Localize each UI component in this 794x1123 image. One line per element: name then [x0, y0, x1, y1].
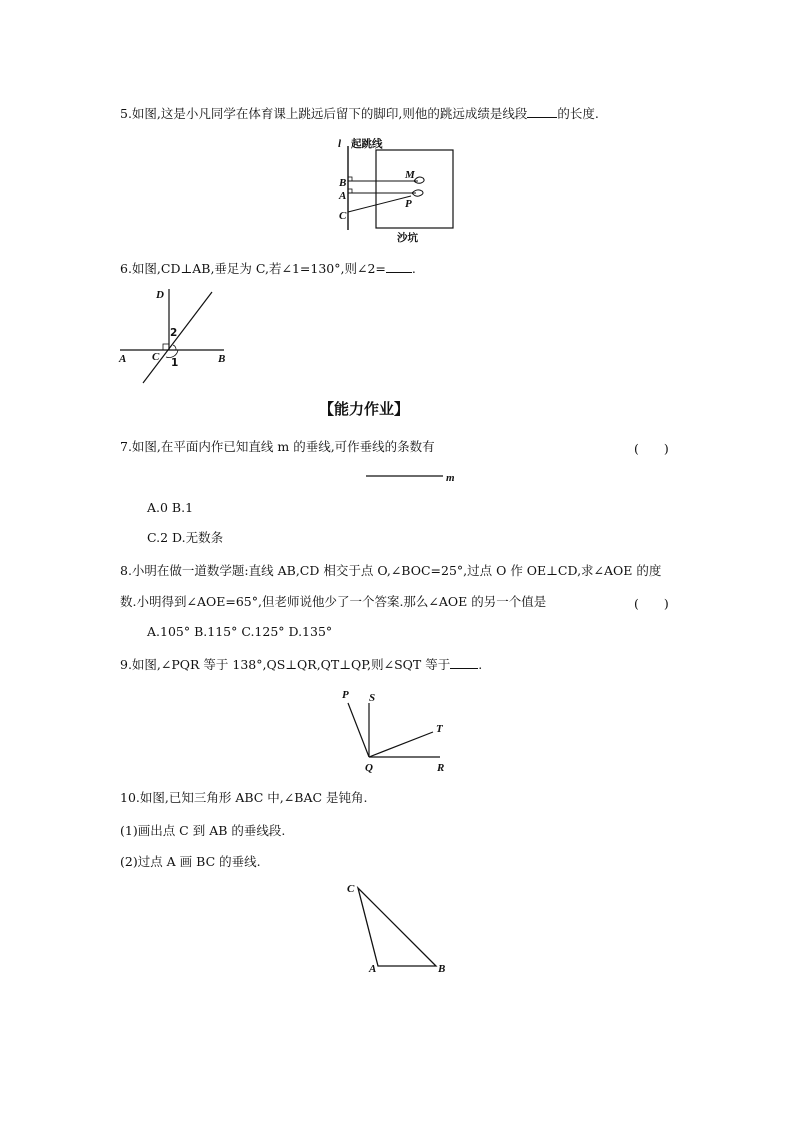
- q5-label-l: l: [338, 138, 342, 150]
- q9-label-R: R: [437, 762, 445, 774]
- q5-label-M: M: [405, 169, 415, 181]
- footprint-M: [414, 177, 424, 183]
- q10-part1: (1)画出点 C 到 AB 的垂线段.: [120, 823, 286, 838]
- q6-label-A: A: [119, 353, 127, 365]
- q6-label-D: D: [156, 289, 164, 301]
- ray-QP: [348, 703, 369, 757]
- q5-answer-blank[interactable]: [527, 105, 557, 118]
- q10-label-B: B: [438, 963, 446, 975]
- q10-text: 10.如图,已知三角形 ABC 中,∠BAC 是钝角.: [120, 790, 368, 805]
- triangle-ABC: [358, 888, 436, 966]
- q6-text-after: .: [411, 261, 416, 276]
- q7-options-line1: A.0 B.1: [147, 500, 194, 515]
- q9-answer-blank[interactable]: [450, 656, 478, 669]
- q5-label-sandpit: 沙坑: [397, 232, 418, 244]
- sandpit-rect: [376, 150, 453, 228]
- q9-text-after: .: [478, 657, 483, 672]
- q7-label-m: m: [446, 472, 455, 484]
- q10-figure: [340, 878, 455, 978]
- q5-label-B: B: [339, 177, 347, 189]
- q10-label-A: A: [369, 963, 377, 975]
- q5-label-A: A: [339, 190, 347, 202]
- q9-text-before: 9.如图,∠PQR 等于 138°,QS⊥QR,QT⊥QP,则∠SQT 等于: [120, 657, 451, 672]
- q6-label-B: B: [218, 353, 226, 365]
- section-heading: 【能力作业】: [319, 400, 410, 418]
- q7-answer-paren[interactable]: ( ): [634, 441, 669, 456]
- q9-label-T: T: [436, 723, 443, 735]
- q5-text-before: 5.如图,这是小凡同学在体育课上跳远后留下的脚印,则他的跳远成绩是线段: [120, 106, 528, 121]
- q5-text-after: 的长度.: [557, 106, 599, 121]
- q5-text: [120, 105, 599, 122]
- q6-text-before: 6.如图,CD⊥AB,垂足为 C,若∠1=130°,则∠2=: [120, 261, 386, 276]
- q10-part2: (2)过点 A 画 BC 的垂线.: [120, 854, 261, 869]
- transversal-line: [143, 292, 212, 383]
- q6-figure: [115, 282, 235, 387]
- q9-text: [120, 656, 482, 673]
- q6-label-angle-2: 2: [170, 327, 178, 339]
- q6-answer-blank[interactable]: [386, 260, 412, 273]
- q8-line1: 8.小明在做一道数学题:直线 AB,CD 相交于点 O,∠BOC=25°,过点 O 作 OE⊥CD,求∠AOE 的度: [120, 563, 662, 578]
- q6-text: [120, 260, 416, 277]
- q10-label-C: C: [347, 883, 355, 895]
- q5-label-start-line: 起跳线: [351, 138, 383, 150]
- segment-CP: [348, 196, 411, 212]
- q6-label-angle-1: 1: [171, 357, 179, 369]
- q7-text: 7.如图,在平面内作已知直线 m 的垂线,可作垂线的条数有: [120, 439, 435, 454]
- q8-options: A.105° B.115° C.125° D.135°: [147, 624, 333, 639]
- ray-QT: [369, 732, 433, 757]
- angle-2-arc: [173, 345, 176, 350]
- q5-label-C: C: [339, 210, 347, 222]
- q9-label-S: S: [369, 692, 376, 704]
- q8-answer-paren[interactable]: ( ): [634, 596, 669, 611]
- q9-label-P: P: [342, 689, 349, 701]
- q8-line2: 数.小明得到∠AOE=65°,但老师说他少了一个答案.那么∠AOE 的另一个值是: [120, 594, 547, 609]
- q7-options-line2: C.2 D.无数条: [147, 530, 224, 545]
- q6-label-C: C: [152, 351, 160, 363]
- q9-label-Q: Q: [365, 762, 373, 774]
- q5-figure: [330, 133, 460, 248]
- q7-figure: [360, 468, 460, 484]
- q9-figure: [335, 684, 455, 774]
- q5-label-P: P: [405, 198, 412, 210]
